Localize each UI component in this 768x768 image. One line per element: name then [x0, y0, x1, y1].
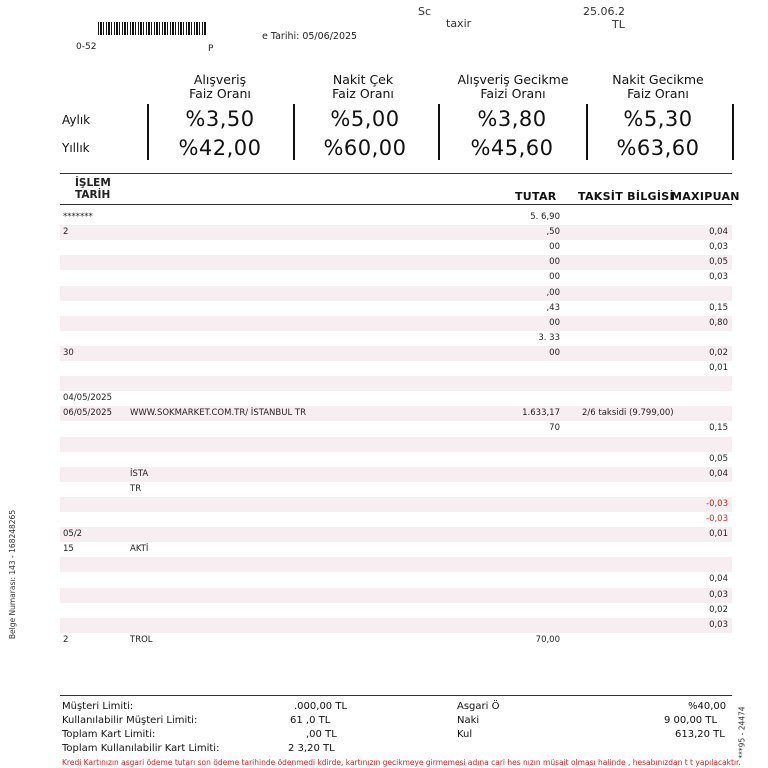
header-right-date: 25.06.2	[583, 5, 625, 18]
row-date: 2	[63, 227, 69, 238]
rates-divider	[438, 104, 440, 160]
col-header-amount: TUTAR	[515, 190, 557, 203]
limit-value: 613,20 TL	[675, 729, 725, 740]
monthly-label: Aylık	[62, 113, 91, 127]
row-amount: 70,00	[535, 634, 560, 645]
table-row	[60, 210, 732, 225]
document-number: Belge Numarası: 143 - 168248265	[8, 509, 18, 640]
rates-divider	[586, 104, 588, 160]
header-right-label-2: taxir	[446, 17, 472, 30]
table-row	[60, 316, 732, 331]
limit-label: Müşteri Limiti:	[62, 701, 134, 712]
limit-label: Toplam Kart Limiti:	[62, 729, 156, 740]
rate-cash-late-monthly: %5,30	[623, 107, 693, 131]
row-amount: 00	[549, 347, 560, 358]
limit-value: 2 3,20 TL	[288, 743, 335, 754]
limit-label: Kul	[457, 729, 473, 740]
row-amount: ,43	[546, 302, 560, 313]
yearly-label: Yıllık	[62, 141, 90, 155]
row-points: 0,02	[709, 604, 728, 615]
rate-cash-monthly: %5,00	[330, 107, 400, 131]
row-points: 0,03	[709, 619, 728, 630]
header-right-tl: TL	[612, 18, 625, 31]
footer-warning: Kredi Kartınızın asgari ödeme tutarı son ödeme tarihinde ödenmedi kdirde, kartınızın gecikmeye girmemesi adına cari hes nızın müsait olması halinde , hesabınızdan t t yapılacaktır.	[62, 758, 741, 767]
table-row	[60, 527, 732, 542]
rate-cash-late-yearly: %63,60	[616, 136, 700, 160]
row-amount: ,50	[546, 227, 560, 238]
row-description: İSTA	[130, 468, 149, 479]
row-amount: ,00	[546, 287, 560, 298]
row-amount: 3. 33	[538, 332, 560, 343]
limit-label: Asgari Ö	[457, 701, 500, 712]
row-points: -0,03	[706, 514, 728, 524]
row-date: 15	[63, 544, 74, 555]
col-header-installment: TAKSİT BİLGİSİ	[578, 190, 674, 203]
table-row	[60, 603, 732, 618]
row-points: 0,03	[709, 272, 728, 283]
table-row	[60, 437, 732, 452]
table-row	[60, 497, 732, 512]
header-right-label-1: Sc	[418, 5, 432, 18]
table-row	[60, 376, 732, 391]
limit-value: 9 00,00 TL	[664, 715, 718, 726]
row-points: 0,15	[709, 423, 728, 434]
rate-purchase-monthly: %3,50	[185, 107, 255, 131]
col-header-date: İŞLEM TARİH	[75, 177, 111, 201]
row-amount: 00	[549, 272, 560, 283]
row-amount: 00	[549, 242, 560, 253]
row-amount: 70	[549, 423, 560, 434]
table-row	[60, 361, 732, 376]
row-points: 0,03	[709, 589, 728, 600]
row-amount: 00	[549, 317, 560, 328]
table-row	[60, 572, 732, 587]
table-row	[60, 512, 732, 527]
row-installment: 2/6 taksidi (9.799,00)	[582, 408, 674, 419]
rate-header-purchase: Alışveriş Faiz Oranı	[189, 72, 251, 101]
row-points: 0,04	[709, 227, 728, 238]
row-description: TROL	[130, 634, 153, 645]
rates-divider	[147, 104, 149, 160]
row-points: 0,15	[709, 302, 728, 313]
row-date: 04/05/2025	[63, 393, 112, 404]
row-description: AKTİ	[130, 544, 149, 555]
limits-top-rule	[60, 695, 732, 696]
row-points: 0,02	[709, 347, 728, 358]
rate-purchase-late-yearly: %45,60	[470, 136, 554, 160]
rates-divider	[293, 104, 295, 160]
row-description: TR	[130, 483, 142, 494]
table-row	[60, 270, 732, 285]
table-row	[60, 467, 732, 482]
table-row	[60, 588, 732, 603]
row-points: 0,01	[709, 363, 728, 373]
document-code: ***95 - 24474	[737, 706, 747, 759]
row-points: 0,01	[709, 529, 728, 540]
col-header-points: MAXIPUAN	[671, 190, 740, 203]
table-row	[60, 542, 732, 557]
rate-header-cash: Nakit Çek Faiz Oranı	[332, 72, 394, 101]
limit-value: ,00 TL	[306, 729, 337, 740]
rate-purchase-yearly: %42,00	[178, 136, 262, 160]
row-points: 0,04	[709, 574, 728, 585]
rates-divider	[732, 104, 734, 160]
table-row	[60, 421, 732, 436]
row-points: 0,04	[709, 468, 728, 479]
limit-label: Toplam Kullanılabilir Kart Limiti:	[62, 743, 220, 754]
table-row	[60, 240, 732, 255]
limit-value: 61 ,0 TL	[290, 715, 331, 726]
row-date: *******	[63, 212, 93, 222]
table-row	[60, 633, 732, 648]
row-description: WWW.SOKMARKET.COM.TR/ İSTANBUL TR	[130, 408, 307, 419]
table-row	[60, 331, 732, 346]
limit-label: Kullanılabilir Müşteri Limiti:	[62, 715, 198, 726]
row-points: 0,05	[709, 257, 728, 268]
table-row	[60, 618, 732, 633]
row-date: 06/05/2025	[63, 408, 112, 419]
rate-cash-yearly: %60,00	[323, 136, 407, 160]
statement-date: e Tarihi: 05/06/2025	[262, 31, 358, 42]
limit-label: Naki	[457, 715, 480, 726]
row-amount: 00	[549, 257, 560, 268]
table-row	[60, 346, 732, 361]
row-points: -0,03	[706, 498, 728, 509]
row-points: 0,80	[709, 317, 728, 328]
table-row	[60, 255, 732, 270]
table-header-rule	[60, 204, 732, 205]
table-row	[60, 482, 732, 497]
row-points: 0,03	[709, 242, 728, 253]
left-p: P	[208, 44, 214, 54]
rate-purchase-late-monthly: %3,80	[477, 107, 547, 131]
left-code: 0-52	[76, 42, 97, 52]
table-row	[60, 225, 732, 240]
table-row	[60, 557, 732, 572]
rate-header-cash-late: Nakit Gecikme Faiz Oranı	[612, 72, 704, 101]
row-date: 05/2	[63, 529, 83, 540]
rate-header-purchase-late: Alışveriş Gecikme Faizi Oranı	[457, 72, 569, 101]
table-row	[60, 406, 732, 421]
row-date: 30	[63, 347, 74, 358]
table-row	[60, 452, 732, 467]
table-top-rule	[60, 173, 732, 174]
row-amount: 1.633,17	[522, 408, 560, 419]
table-row	[60, 391, 732, 406]
barcode	[98, 22, 206, 35]
row-points: 0,05	[709, 453, 728, 464]
row-amount: 5. 6,90	[530, 212, 560, 222]
row-date: 2	[63, 634, 69, 645]
table-row	[60, 301, 732, 316]
table-row	[60, 286, 732, 301]
limit-value: %40,00	[688, 701, 727, 712]
limit-value: .000,00 TL	[294, 701, 348, 712]
